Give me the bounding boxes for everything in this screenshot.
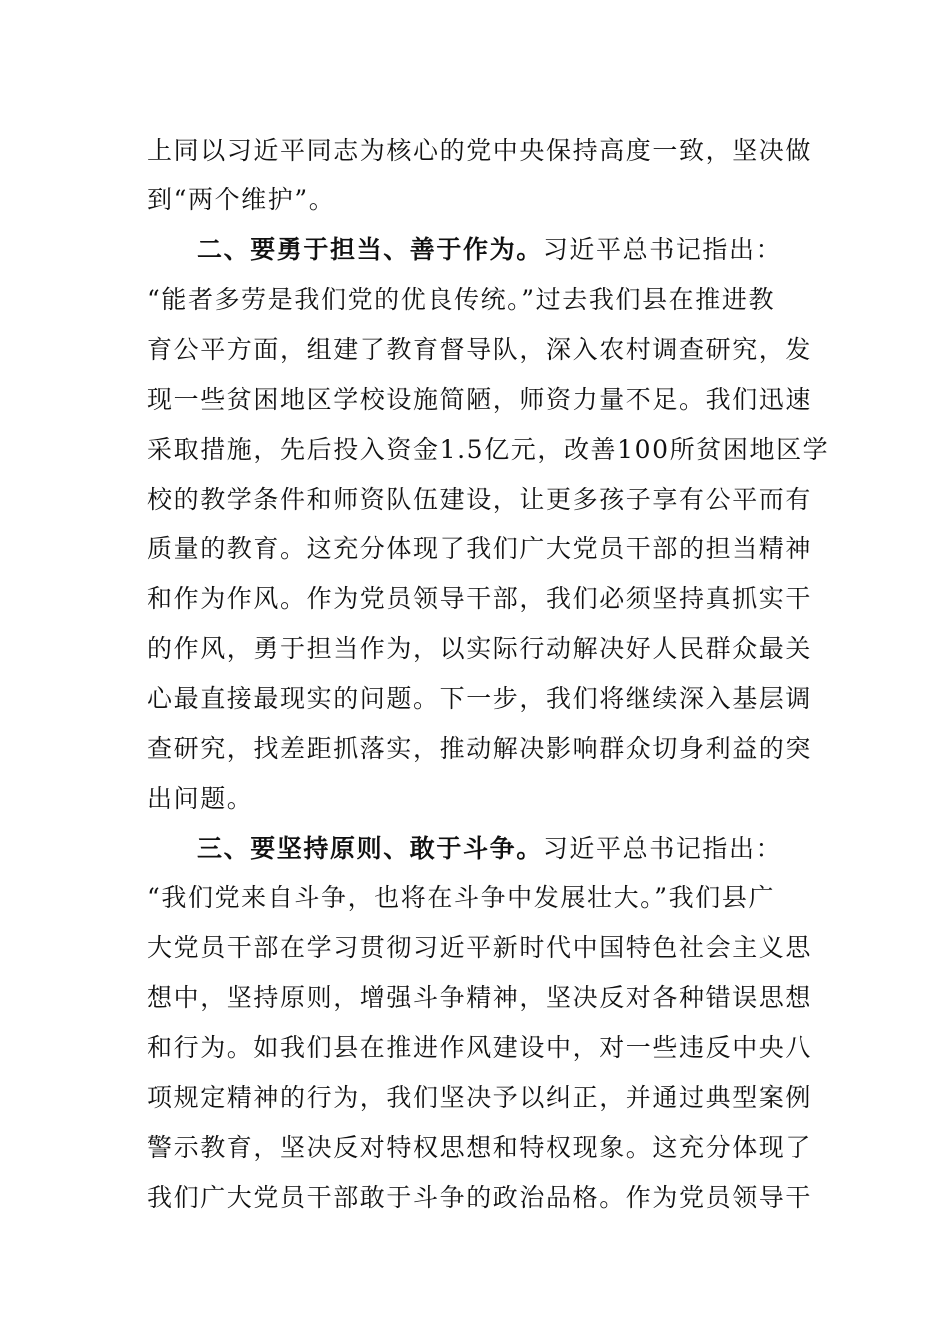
text-line: 采取措施，先后投入资金1.5亿元，改善100所贫困地区学 [147, 435, 830, 464]
section-2-heading: 二、要勇于担当、善于作为。 [197, 235, 543, 264]
text-line: “我们党来自斗争，也将在斗争中发展壮大。”我们县广 [147, 883, 776, 912]
text-line: 现一些贫困地区学校设施简陋，师资力量不足。我们迅速 [147, 385, 813, 414]
section-2-lead: 习近平总书记指出： [542, 235, 783, 264]
text-line: 到“两个维护”。 [147, 185, 336, 214]
text-line: 大党员干部在学习贯彻习近平新时代中国特色社会主义思 [147, 933, 813, 962]
text-line: 查研究，找差距抓落实，推动解决影响群众切身利益的突 [147, 734, 813, 763]
text-line: 和行为。如我们县在推进作风建设中，对一些违反中央八 [147, 1033, 813, 1062]
text-line: 质量的教育。这充分体现了我们广大党员干部的担当精神 [147, 534, 813, 563]
text-line: 育公平方面，组建了教育督导队，深入农村调查研究，发 [147, 335, 813, 364]
text-line: 上同以习近平同志为核心的党中央保持高度一致，坚决做 [147, 136, 813, 165]
text-line: 想中，坚持原则，增强斗争精神，坚决反对各种错误思想 [147, 983, 813, 1012]
section-3-paragraph-start [197, 831, 782, 867]
text-line: 和作为作风。作为党员领导干部，我们必须坚持真抓实干 [147, 584, 813, 613]
section-3-lead: 习近平总书记指出： [542, 834, 783, 863]
text-line: 项规定精神的行为，我们坚决予以纠正，并通过典型案例 [147, 1083, 813, 1112]
section-2-paragraph-start [197, 232, 782, 268]
text-line: “能者多劳是我们党的优良传统。”过去我们县在推进教 [147, 285, 776, 314]
text-line: 的作风，勇于担当作为，以实际行动解决好人民群众最关 [147, 634, 813, 663]
text-line: 出问题。 [147, 784, 254, 813]
text-line: 校的教学条件和师资队伍建设，让更多孩子享有公平而有 [147, 485, 813, 514]
text-line: 心最直接最现实的问题。下一步，我们将继续深入基层调 [147, 684, 813, 713]
text-line: 我们广大党员干部敢于斗争的政治品格。作为党员领导干 [147, 1183, 813, 1212]
section-3-heading: 三、要坚持原则、敢于斗争。 [197, 834, 543, 863]
text-line: 警示教育，坚决反对特权思想和特权现象。这充分体现了 [147, 1133, 813, 1162]
